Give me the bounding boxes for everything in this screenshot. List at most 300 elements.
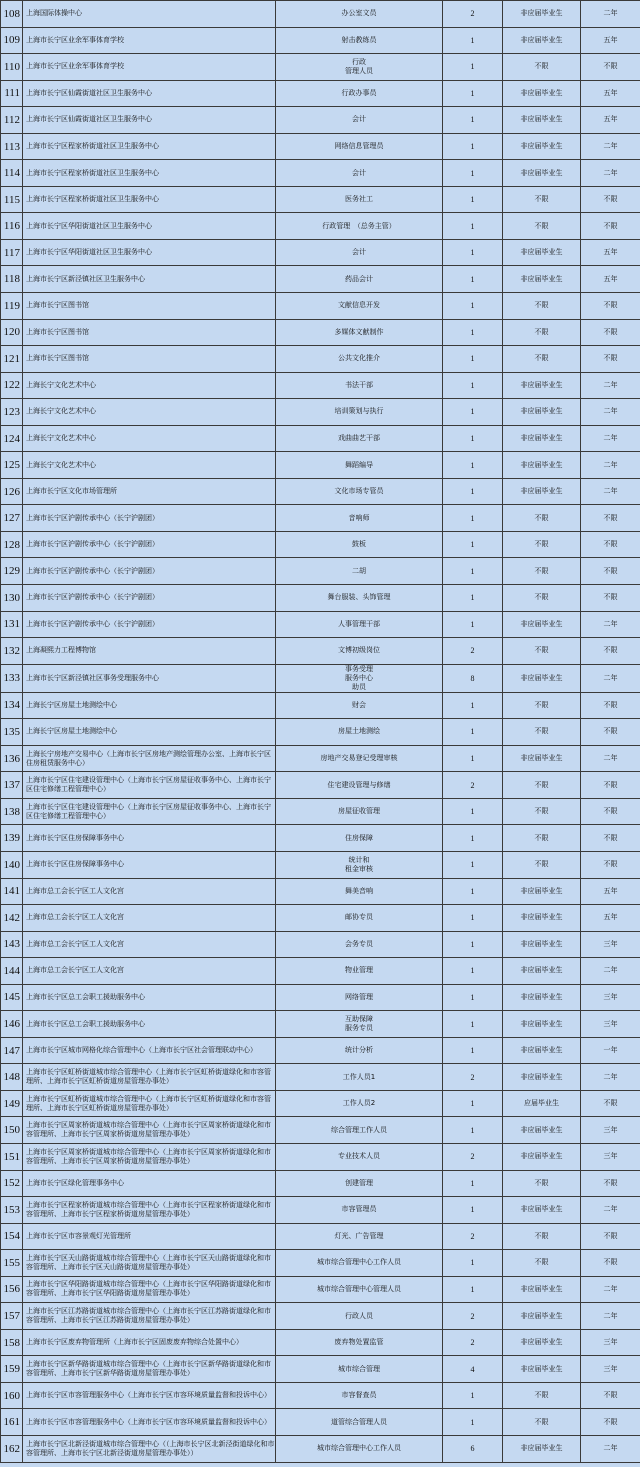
row-number: 140	[1, 851, 23, 878]
experience-requirement: 二年	[581, 452, 640, 479]
hiring-count: 8	[443, 664, 503, 692]
graduate-requirement: 不限	[503, 54, 581, 81]
position-title: 专业技术人员	[276, 1143, 443, 1170]
hiring-count: 1	[443, 54, 503, 81]
position-title: 城市综合管理中心管理人员	[276, 1276, 443, 1303]
table-row	[1, 27, 640, 54]
experience-requirement: 不限	[581, 1170, 640, 1197]
graduate-requirement: 不限	[503, 772, 581, 799]
position-title: 城市综合管理	[276, 1356, 443, 1383]
experience-requirement: 不限	[581, 54, 640, 81]
employer-name: 上海市长宁区虹桥街道城市综合管理中心（上海市长宁区虹桥街道绿化和市容管理所、上海市长宁区虹桥街道房屋管理办事处）	[23, 1064, 276, 1091]
position-title: 工作人员2	[276, 1090, 443, 1117]
hiring-count: 1	[443, 1382, 503, 1409]
table-row	[1, 1090, 640, 1117]
hiring-count: 1	[443, 745, 503, 772]
experience-requirement: 不限	[581, 638, 640, 665]
position-title: 城市综合管理中心工作人员	[276, 1250, 443, 1277]
row-number: 162	[1, 1435, 23, 1462]
graduate-requirement: 非应届毕业生	[503, 1037, 581, 1064]
position-title: 房屋征收管理	[276, 798, 443, 825]
row-number: 138	[1, 798, 23, 825]
position-title: 舞美音响	[276, 878, 443, 905]
table-row	[1, 1382, 640, 1409]
experience-requirement: 不限	[581, 585, 640, 612]
experience-requirement: 二年	[581, 1064, 640, 1091]
row-number: 124	[1, 425, 23, 452]
employer-name: 上海市总工会长宁区工人文化宫	[23, 931, 276, 958]
experience-requirement: 二年	[581, 745, 640, 772]
hiring-count: 1	[443, 905, 503, 932]
experience-requirement: 二年	[581, 664, 640, 692]
row-number: 144	[1, 958, 23, 985]
experience-requirement: 二年	[581, 611, 640, 638]
table-row	[1, 133, 640, 160]
hiring-count: 2	[443, 1329, 503, 1356]
employer-name: 上海市长宁区周家桥街道城市综合管理中心（上海市长宁区周家桥街道绿化和市容管理所、上海市长宁区周家桥街道房屋管理办事处）	[23, 1117, 276, 1144]
hiring-count: 1	[443, 372, 503, 399]
employer-name: 上海市长宁区图书馆	[23, 293, 276, 320]
hiring-count: 1	[443, 585, 503, 612]
employer-name: 上海市总工会长宁区工人文化宫	[23, 958, 276, 985]
experience-requirement: 不限	[581, 772, 640, 799]
employer-name: 上海市长宁区华阳街道社区卫生服务中心	[23, 239, 276, 266]
table-row	[1, 425, 640, 452]
row-number: 155	[1, 1250, 23, 1277]
position-title: 行政管理 （总务主管）	[276, 213, 443, 240]
hiring-count: 1	[443, 239, 503, 266]
graduate-requirement: 不限	[503, 638, 581, 665]
graduate-requirement: 非应届毕业生	[503, 1011, 581, 1038]
graduate-requirement: 非应届毕业生	[503, 27, 581, 54]
hiring-count: 2	[443, 1303, 503, 1330]
position-title: 创建管理	[276, 1170, 443, 1197]
position-title: 会计	[276, 239, 443, 266]
hiring-count: 1	[443, 531, 503, 558]
employer-name: 上海市长宁区城市网格化综合管理中心（上海市长宁区社会管理联动中心）	[23, 1037, 276, 1064]
experience-requirement: 二年	[581, 478, 640, 505]
hiring-count: 2	[443, 1223, 503, 1250]
hiring-count: 1	[443, 107, 503, 134]
table-row	[1, 745, 640, 772]
row-number: 118	[1, 266, 23, 293]
experience-requirement: 不限	[581, 719, 640, 746]
employer-name: 上海长宁文化艺术中心	[23, 425, 276, 452]
table-row	[1, 905, 640, 932]
position-title: 住房保障	[276, 825, 443, 852]
hiring-count: 1	[443, 27, 503, 54]
employer-name: 上海市长宁区沪剧传承中心（长宁沪剧团）	[23, 505, 276, 532]
employer-name: 上海国际体操中心	[23, 1, 276, 28]
hiring-count: 2	[443, 1143, 503, 1170]
graduate-requirement: 非应届毕业生	[503, 399, 581, 426]
experience-requirement: 五年	[581, 27, 640, 54]
employer-name: 上海长宁区房屋土地测绘中心	[23, 692, 276, 719]
employer-name: 上海市长宁区市容管理服务中心（上海市长宁区市容环境质量监督和投诉中心）	[23, 1382, 276, 1409]
position-title: 废弃物处置监管	[276, 1329, 443, 1356]
table-row	[1, 984, 640, 1011]
employer-name: 上海市长宁区住房保障事务中心	[23, 851, 276, 878]
table-row	[1, 1143, 640, 1170]
row-number: 142	[1, 905, 23, 932]
hiring-count: 1	[443, 80, 503, 107]
hiring-count: 1	[443, 213, 503, 240]
table-body	[1, 1, 640, 1463]
table-row	[1, 851, 640, 878]
experience-requirement: 三年	[581, 1356, 640, 1383]
graduate-requirement: 非应届毕业生	[503, 745, 581, 772]
employer-name: 上海市长宁区程家桥街道社区卫生服务中心	[23, 186, 276, 213]
graduate-requirement: 非应届毕业生	[503, 611, 581, 638]
position-title: 网络管理	[276, 984, 443, 1011]
position-title: 会计	[276, 107, 443, 134]
experience-requirement: 三年	[581, 1329, 640, 1356]
position-title: 射击教练员	[276, 27, 443, 54]
row-number: 153	[1, 1197, 23, 1224]
graduate-requirement: 非应届毕业生	[503, 80, 581, 107]
graduate-requirement: 非应届毕业生	[503, 160, 581, 187]
hiring-count: 1	[443, 1197, 503, 1224]
experience-requirement: 三年	[581, 1117, 640, 1144]
position-title: 城市综合管理中心工作人员	[276, 1435, 443, 1462]
table-row	[1, 80, 640, 107]
table-row	[1, 825, 640, 852]
position-title: 医务社工	[276, 186, 443, 213]
experience-requirement: 二年	[581, 399, 640, 426]
employer-name: 上海市长宁区文化市场管理所	[23, 478, 276, 505]
row-number: 111	[1, 80, 23, 107]
employer-name: 上海市长宁区沪剧传承中心（长宁沪剧团）	[23, 585, 276, 612]
graduate-requirement: 不限	[503, 825, 581, 852]
hiring-count: 6	[443, 1435, 503, 1462]
position-title: 综合管理工作人员	[276, 1117, 443, 1144]
row-number: 113	[1, 133, 23, 160]
table-row	[1, 1276, 640, 1303]
row-number: 158	[1, 1329, 23, 1356]
table-row	[1, 664, 640, 692]
hiring-count: 1	[443, 931, 503, 958]
employer-name: 上海市长宁区沪剧传承中心（长宁沪剧团）	[23, 531, 276, 558]
position-title: 人事管理干部	[276, 611, 443, 638]
position-title: 事务受理 服务中心 助员	[276, 664, 443, 692]
graduate-requirement: 非应届毕业生	[503, 372, 581, 399]
table-row	[1, 239, 640, 266]
position-title: 房屋土地测绘	[276, 719, 443, 746]
experience-requirement: 不限	[581, 558, 640, 585]
row-number: 112	[1, 107, 23, 134]
graduate-requirement: 非应届毕业生	[503, 984, 581, 1011]
position-title: 文化市场专管员	[276, 478, 443, 505]
table-row	[1, 452, 640, 479]
graduate-requirement: 不限	[503, 293, 581, 320]
row-number: 154	[1, 1223, 23, 1250]
table-row	[1, 266, 640, 293]
experience-requirement: 不限	[581, 798, 640, 825]
position-title: 舞台服装、头饰管理	[276, 585, 443, 612]
experience-requirement: 不限	[581, 1382, 640, 1409]
table-row	[1, 798, 640, 825]
graduate-requirement: 不限	[503, 851, 581, 878]
row-number: 109	[1, 27, 23, 54]
graduate-requirement: 不限	[503, 346, 581, 373]
position-title: 统计和 租金审核	[276, 851, 443, 878]
position-title: 公共文化推介	[276, 346, 443, 373]
graduate-requirement: 非应届毕业生	[503, 452, 581, 479]
employer-name: 上海长宁房地产交易中心（上海市长宁区房地产测绘管理办公室、上海市长宁区住房租赁服务中心）	[23, 745, 276, 772]
position-title: 灯光、广告管理	[276, 1223, 443, 1250]
row-number: 131	[1, 611, 23, 638]
row-number: 149	[1, 1090, 23, 1117]
experience-requirement: 二年	[581, 1435, 640, 1462]
position-title: 书法干部	[276, 372, 443, 399]
graduate-requirement: 非应届毕业生	[503, 878, 581, 905]
experience-requirement: 五年	[581, 107, 640, 134]
table-row	[1, 186, 640, 213]
graduate-requirement: 非应届毕业生	[503, 1303, 581, 1330]
row-number: 130	[1, 585, 23, 612]
experience-requirement: 不限	[581, 186, 640, 213]
graduate-requirement: 非应届毕业生	[503, 931, 581, 958]
position-title: 行政办事员	[276, 80, 443, 107]
hiring-count: 2	[443, 1, 503, 28]
table-row	[1, 399, 640, 426]
row-number: 116	[1, 213, 23, 240]
experience-requirement: 二年	[581, 1, 640, 28]
employer-name: 上海市长宁区市容管理服务中心（上海市长宁区市容环境质量监督和投诉中心）	[23, 1409, 276, 1436]
experience-requirement: 五年	[581, 239, 640, 266]
table-row	[1, 1011, 640, 1038]
employer-name: 上海市长宁区市容景观灯光管理所	[23, 1223, 276, 1250]
employer-name: 上海市总工会长宁区工人文化宫	[23, 905, 276, 932]
hiring-count: 1	[443, 719, 503, 746]
table-row	[1, 54, 640, 81]
graduate-requirement: 非应届毕业生	[503, 1, 581, 28]
experience-requirement: 不限	[581, 1090, 640, 1117]
experience-requirement: 二年	[581, 160, 640, 187]
table-row	[1, 372, 640, 399]
position-title: 财会	[276, 692, 443, 719]
hiring-count: 1	[443, 611, 503, 638]
hiring-count: 1	[443, 1170, 503, 1197]
hiring-count: 1	[443, 851, 503, 878]
table-row	[1, 958, 640, 985]
graduate-requirement: 不限	[503, 1170, 581, 1197]
experience-requirement: 三年	[581, 1011, 640, 1038]
hiring-count: 1	[443, 958, 503, 985]
employer-name: 上海市长宁区废弃物管理所（上海市长宁区固废废弃物综合处置中心）	[23, 1329, 276, 1356]
graduate-requirement: 非应届毕业生	[503, 107, 581, 134]
employer-name: 上海长宁文化艺术中心	[23, 372, 276, 399]
employer-name: 上海市长宁区住宅建设管理中心（上海市长宁区房屋征收事务中心、上海市长宁区住宅修缮工程管理中心）	[23, 772, 276, 799]
table-row	[1, 878, 640, 905]
experience-requirement: 不限	[581, 825, 640, 852]
position-title: 会计	[276, 160, 443, 187]
employer-name: 上海市长宁区住宅建设管理中心（上海市长宁区房屋征收事务中心、上海市长宁区住宅修缮工程管理中心）	[23, 798, 276, 825]
experience-requirement: 不限	[581, 1250, 640, 1277]
row-number: 114	[1, 160, 23, 187]
position-title: 音响师	[276, 505, 443, 532]
table-row	[1, 1329, 640, 1356]
employer-name: 上海市长宁区图书馆	[23, 319, 276, 346]
position-title: 二胡	[276, 558, 443, 585]
row-number: 110	[1, 54, 23, 81]
graduate-requirement: 不限	[503, 1250, 581, 1277]
graduate-requirement: 非应届毕业生	[503, 958, 581, 985]
position-title: 会务专员	[276, 931, 443, 958]
position-title: 市容督查员	[276, 1382, 443, 1409]
position-title: 文博初级岗位	[276, 638, 443, 665]
position-title: 行政 管理人员	[276, 54, 443, 81]
graduate-requirement: 不限	[503, 798, 581, 825]
table-row	[1, 931, 640, 958]
table-row	[1, 160, 640, 187]
row-number: 120	[1, 319, 23, 346]
position-title: 鼓板	[276, 531, 443, 558]
employer-name: 上海市长宁区虹桥街道城市综合管理中心（上海市长宁区虹桥街道绿化和市容管理所、上海市长宁区虹桥街道房屋管理办事处）	[23, 1090, 276, 1117]
table-row	[1, 611, 640, 638]
experience-requirement: 不限	[581, 213, 640, 240]
employer-name: 上海市长宁区仙霞街道社区卫生服务中心	[23, 80, 276, 107]
position-title: 房地产交易登记受理审核	[276, 745, 443, 772]
row-number: 152	[1, 1170, 23, 1197]
employer-name: 上海市长宁区新泾镇社区事务受理服务中心	[23, 664, 276, 692]
employer-name: 上海凝熙力工程博物馆	[23, 638, 276, 665]
hiring-count: 1	[443, 1276, 503, 1303]
position-title: 舞蹈编导	[276, 452, 443, 479]
hiring-count: 1	[443, 1037, 503, 1064]
row-number: 135	[1, 719, 23, 746]
table-row	[1, 1409, 640, 1436]
position-title: 戏曲曲艺干部	[276, 425, 443, 452]
position-title: 药品会计	[276, 266, 443, 293]
row-number: 150	[1, 1117, 23, 1144]
employer-name: 上海市长宁区江苏路街道城市综合管理中心（上海市长宁区江苏路街道绿化和市容管理所、上海市长宁区江苏路街道房屋管理办事处）	[23, 1303, 276, 1330]
experience-requirement: 不限	[581, 346, 640, 373]
table-row	[1, 558, 640, 585]
hiring-count: 1	[443, 186, 503, 213]
graduate-requirement: 非应届毕业生	[503, 266, 581, 293]
graduate-requirement: 非应届毕业生	[503, 1117, 581, 1144]
position-title: 物业管理	[276, 958, 443, 985]
row-number: 146	[1, 1011, 23, 1038]
experience-requirement: 二年	[581, 425, 640, 452]
row-number: 117	[1, 239, 23, 266]
hiring-count: 2	[443, 772, 503, 799]
graduate-requirement: 非应届毕业生	[503, 664, 581, 692]
table-row	[1, 638, 640, 665]
experience-requirement: 不限	[581, 505, 640, 532]
employer-name: 上海长宁区房屋土地测绘中心	[23, 719, 276, 746]
experience-requirement: 二年	[581, 958, 640, 985]
row-number: 127	[1, 505, 23, 532]
table-row	[1, 505, 640, 532]
position-title: 文献信息开发	[276, 293, 443, 320]
table-row	[1, 1250, 640, 1277]
row-number: 128	[1, 531, 23, 558]
employer-name: 上海市长宁区天山路街道城市综合管理中心（上海市长宁区天山路街道绿化和市容管理所、上海市长宁区天山路街道房屋管理办事处）	[23, 1250, 276, 1277]
employer-name: 上海市长宁区华阳路街道城市综合管理中心（上海市长宁区华阳路街道绿化和市容管理所、上海市长宁区华阳路街道房屋管理办事处）	[23, 1276, 276, 1303]
employer-name: 上海市长宁区业余军事体育学校	[23, 54, 276, 81]
table-row	[1, 692, 640, 719]
hiring-count: 2	[443, 1064, 503, 1091]
position-title: 行政人员	[276, 1303, 443, 1330]
table-row	[1, 531, 640, 558]
row-number: 139	[1, 825, 23, 852]
employer-name: 上海市长宁区华阳街道社区卫生服务中心	[23, 213, 276, 240]
position-title: 多媒体文献制作	[276, 319, 443, 346]
graduate-requirement: 不限	[503, 719, 581, 746]
graduate-requirement: 不限	[503, 186, 581, 213]
experience-requirement: 不限	[581, 1223, 640, 1250]
employer-name: 上海市长宁区业余军事体育学校	[23, 27, 276, 54]
row-number: 122	[1, 372, 23, 399]
experience-requirement: 不限	[581, 319, 640, 346]
graduate-requirement: 非应届毕业生	[503, 905, 581, 932]
hiring-count: 1	[443, 825, 503, 852]
table-row	[1, 1117, 640, 1144]
experience-requirement: 不限	[581, 531, 640, 558]
experience-requirement: 五年	[581, 878, 640, 905]
hiring-count: 1	[443, 133, 503, 160]
row-number: 132	[1, 638, 23, 665]
row-number: 143	[1, 931, 23, 958]
graduate-requirement: 非应届毕业生	[503, 1356, 581, 1383]
row-number: 156	[1, 1276, 23, 1303]
hiring-count: 1	[443, 293, 503, 320]
graduate-requirement: 非应届毕业生	[503, 425, 581, 452]
experience-requirement: 二年	[581, 1276, 640, 1303]
experience-requirement: 五年	[581, 266, 640, 293]
table-row	[1, 107, 640, 134]
hiring-count: 2	[443, 638, 503, 665]
table-row	[1, 1223, 640, 1250]
row-number: 134	[1, 692, 23, 719]
hiring-count: 1	[443, 558, 503, 585]
table-row	[1, 1064, 640, 1091]
row-number: 141	[1, 878, 23, 905]
position-title: 道管综合管理人员	[276, 1409, 443, 1436]
graduate-requirement: 非应届毕业生	[503, 1435, 581, 1462]
hiring-count: 1	[443, 452, 503, 479]
table-row	[1, 1303, 640, 1330]
graduate-requirement: 非应届毕业生	[503, 239, 581, 266]
employer-name: 上海市长宁区仙霞街道社区卫生服务中心	[23, 107, 276, 134]
hiring-count: 1	[443, 478, 503, 505]
experience-requirement: 不限	[581, 851, 640, 878]
employer-name: 上海市长宁区沪剧传承中心（长宁沪剧团）	[23, 611, 276, 638]
experience-requirement: 不限	[581, 692, 640, 719]
employer-name: 上海市长宁区程家桥街道社区卫生服务中心	[23, 133, 276, 160]
employer-name: 上海市长宁区总工会职工援助服务中心	[23, 1011, 276, 1038]
graduate-requirement: 不限	[503, 558, 581, 585]
position-title: 培训策划与执行	[276, 399, 443, 426]
hiring-count: 1	[443, 1117, 503, 1144]
employer-name: 上海市长宁区周家桥街道城市综合管理中心（上海市长宁区周家桥街道绿化和市容管理所、上海市长宁区周家桥街道房屋管理办事处）	[23, 1143, 276, 1170]
row-number: 115	[1, 186, 23, 213]
experience-requirement: 二年	[581, 1197, 640, 1224]
row-number: 161	[1, 1409, 23, 1436]
table-row	[1, 1170, 640, 1197]
table-row	[1, 293, 640, 320]
table-row	[1, 1356, 640, 1383]
employer-name: 上海市长宁区总工会职工援助服务中心	[23, 984, 276, 1011]
experience-requirement: 三年	[581, 1143, 640, 1170]
row-number: 145	[1, 984, 23, 1011]
row-number: 160	[1, 1382, 23, 1409]
employer-name: 上海市长宁区程家桥街道社区卫生服务中心	[23, 160, 276, 187]
hiring-count: 1	[443, 984, 503, 1011]
hiring-count: 1	[443, 1011, 503, 1038]
